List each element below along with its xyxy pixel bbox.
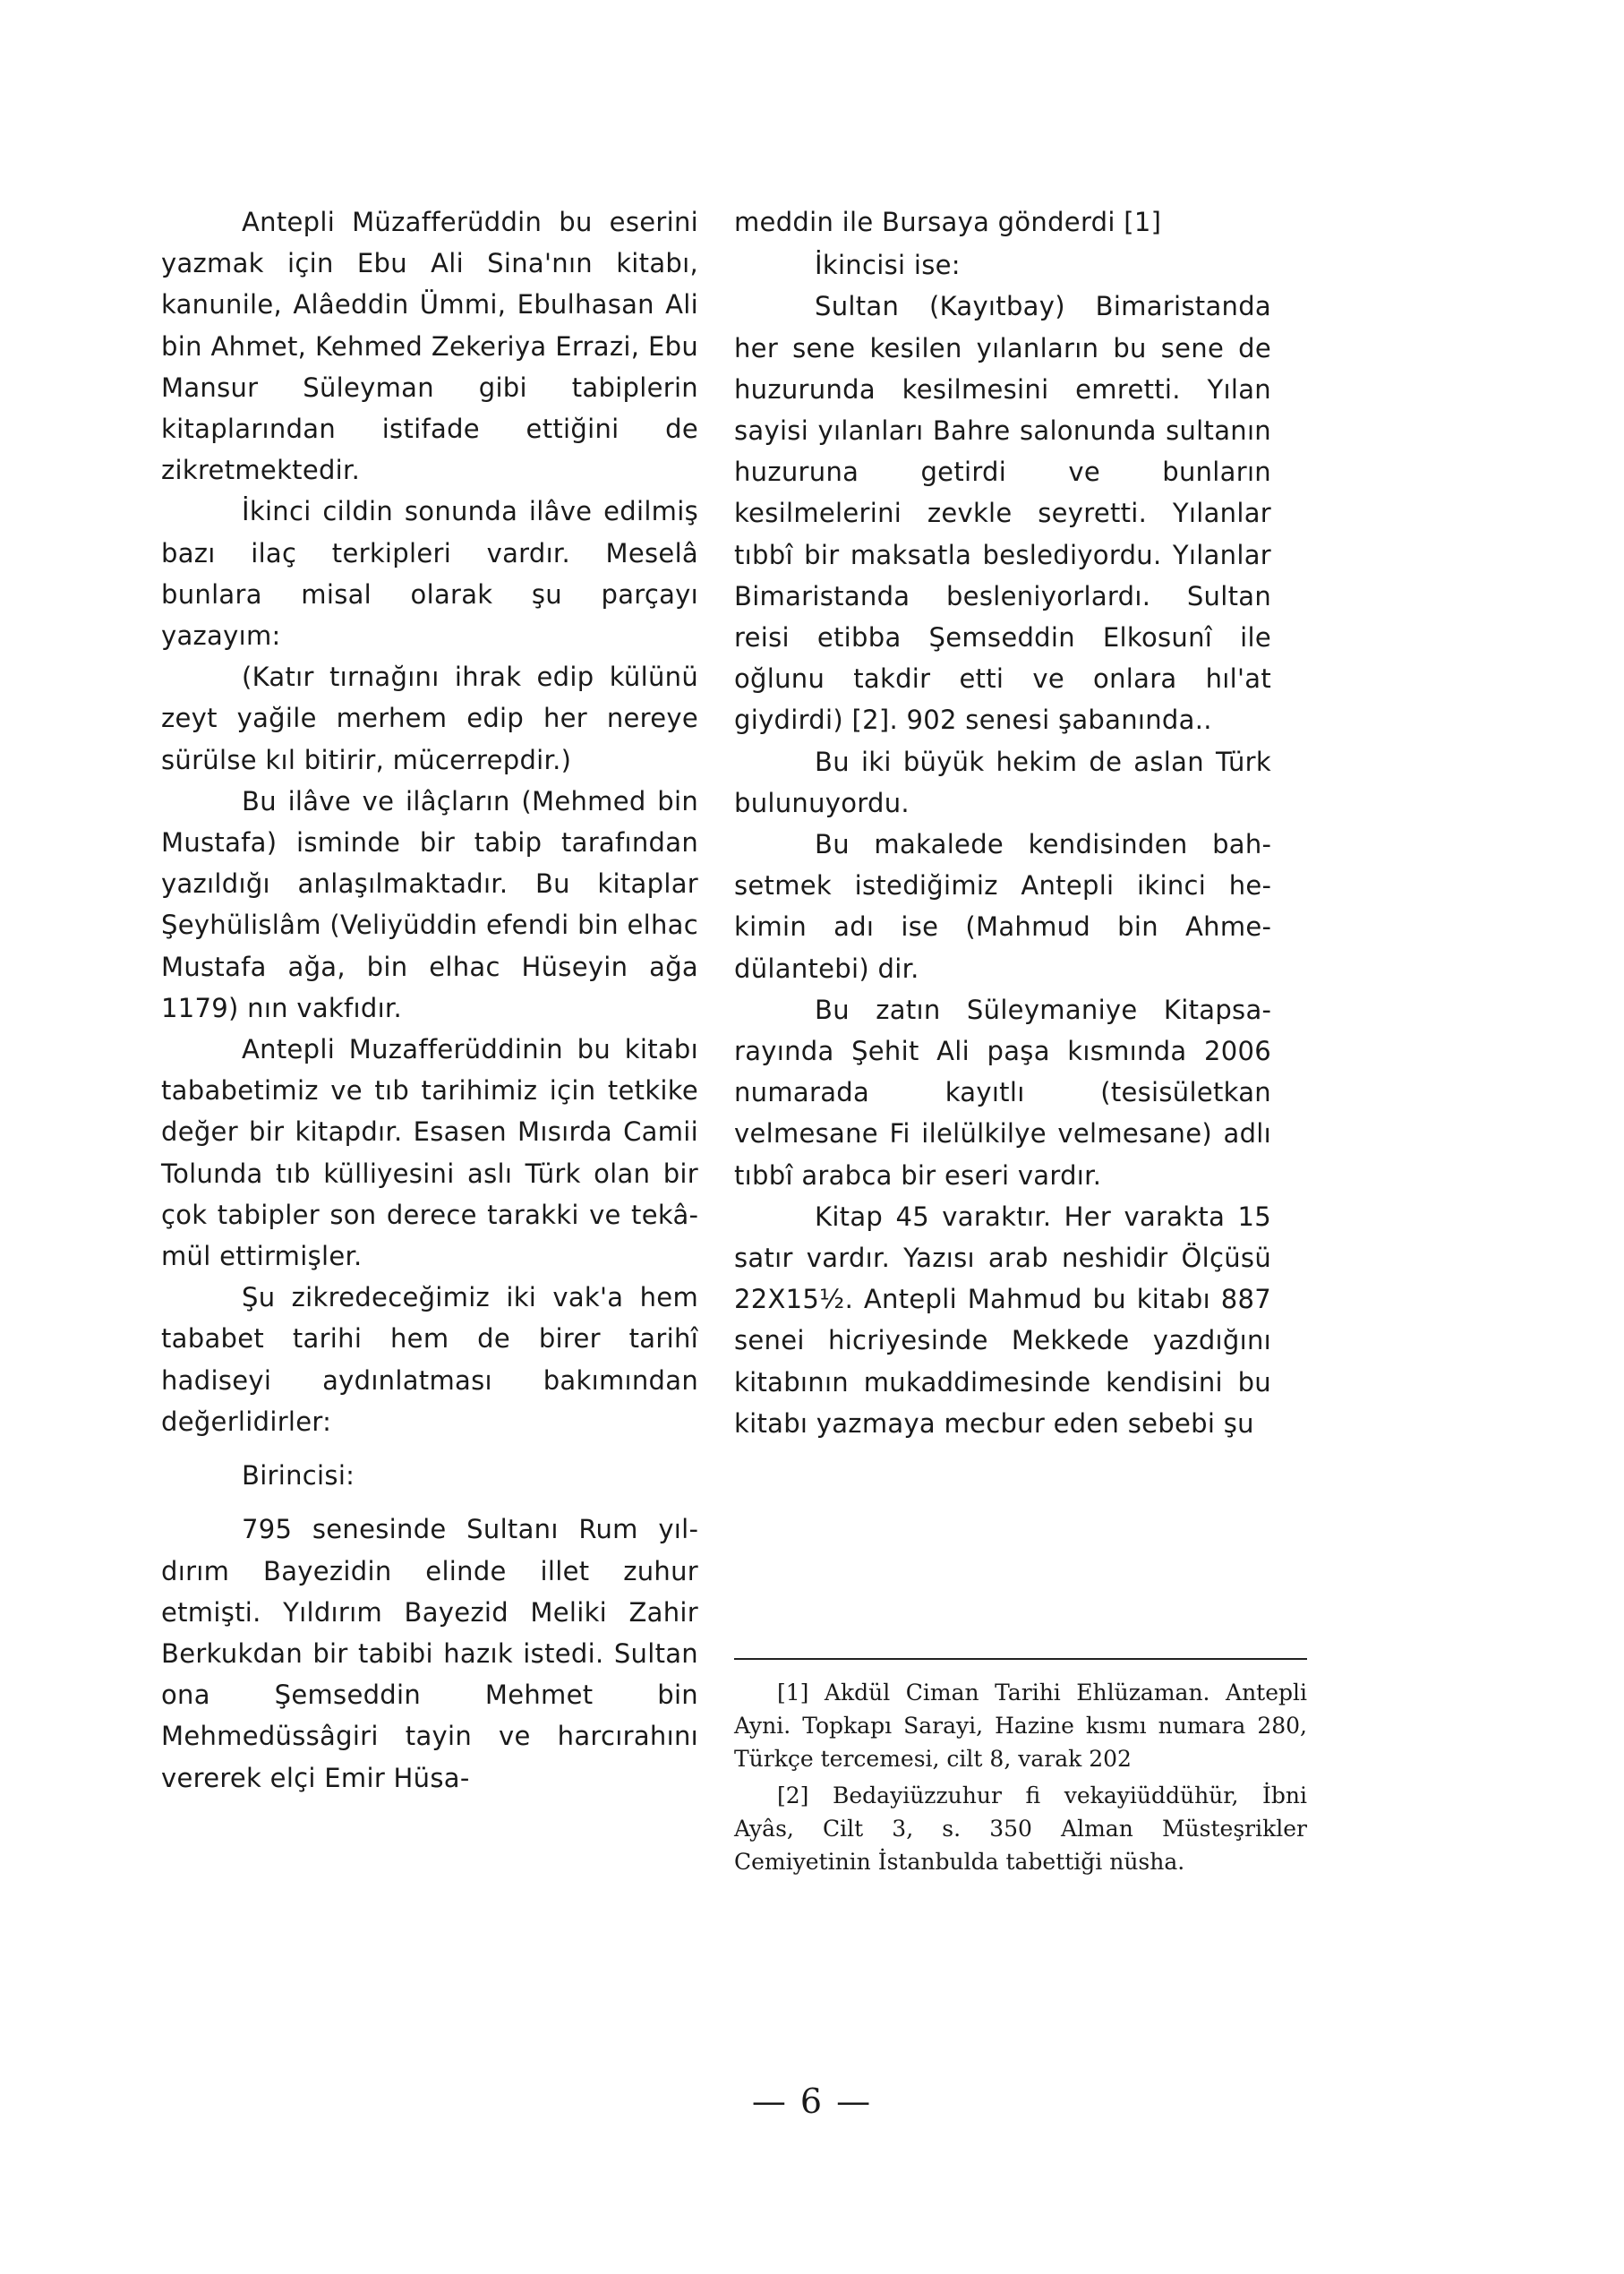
paragraph: Bu zatın Süleymaniye Kitapsarayında Şehit Ali paşa kısmında 2006 numarada kayıtlı (tesisületkan velmesane Fi ilelülkilye velmesane) adlı tıbbî arabca bir eseri vardır. [734, 994, 1271, 1191]
paragraph: İkinci cildin sonunda ilâve edilmiş bazı ilaç terkipleri vardır. Meselâ bunlara misal olarak şu parçayı yazayım: [161, 496, 698, 652]
right-column [734, 201, 1271, 1444]
footnotes [734, 1676, 1307, 1878]
paragraph: Sultan (Kayıtbay) Bimaristanda her sene kesilen yılanların bu sene de huzurunda kesilmesini emretti. Yılan sayisi yılanları Bahre salonunda sultanın huzuruna getirdi ve bunların kesilmelerini zevkle seyretti. Yılanlar tıbbî bir maksatla beslediyordu. Yılanlar Bimaristanda besleniyorlardı. Sultan reisi etibba Şemseddin Elkosunî ile oğlunu takdir etti ve onlara hıl'at giydirdi) [2]. 902 senesi şabanında.. [734, 291, 1271, 736]
paragraph: Şu zikredeceğimiz iki vak'a hem tababet tarihi hem de birer tarihî hadiseyi aydınlatması bakımından değerlidirler: [161, 1282, 698, 1437]
footnote-1: [1] Akdül Ciman Tarihi Ehlüzaman. Antepli Ayni. Topkapı Sarayi, Hazine kısmı numara 280, Türkçe tercemesi, cilt 8, varak 202 [734, 1680, 1307, 1772]
paragraph: Bu iki büyük hekim de aslan Türk bulunuyordu. [734, 746, 1271, 818]
section-heading: İkincisi ise: [815, 250, 961, 281]
section-heading: Birincisi: [242, 1460, 355, 1492]
footnote-2: [2] Bedayiüzzuhur fi vekayiüddühür, İbni Ayâs, Cilt 3, s. 350 Alman Müsteşrikler Cemiyetinin İstanbulda tabettiği nüsha. [734, 1782, 1307, 1875]
paragraph: Bu makalede kendisinden bahsetmek istediğimiz Antepli ikinci hekimin adı ise (Mahmud bin Ahmedülantebi) dir. [734, 829, 1271, 984]
paragraph: Antepli Müzafferüddin bu eserini yazmak için Ebu Ali Sina'nın kitabı, kanunile, Alâeddin Ümmi, Ebulhasan Ali bin Ahmet, Kehmed Zekeriya Errazi, Ebu Mansur Süleyman gibi tabiplerin kitaplarından istifade ettiğini de zikretmektedir. [161, 207, 698, 486]
paragraph-continuation: meddin ile Bursaya gönderdi [1] [734, 207, 1162, 237]
paragraph: 795 senesinde Sultanı Rum yıldırım Bayezidin elinde illet zuhur etmişti. Yıldırım Bayezid Meliki Zahir Berkukdan bir tabibi hazık istedi. Sultan ona Şemseddin Mehmet bin Mehmedüssâgiri tayin ve harcırahını vererek elçi Emir Hüsa- [161, 1514, 698, 1793]
footnote-divider [734, 1658, 1307, 1660]
paragraph: (Katır tırnağını ihrak edip külünü zeyt yağile merhem edip her nereye sürülse kıl bitirir, mücerrepdir.) [161, 662, 698, 775]
paragraph: Antepli Muzafferüddinin bu kitabı tababetimiz ve tıb tarihimiz için tetkike değer bir kitapdır. Esasen Mısırda Camii Tolunda tıb külliyesini aslı Türk olan bir çok tabipler son derece tarakki ve tekâmül ettirmişler. [161, 1034, 698, 1272]
paragraph: Bu ilâve ve ilâçların (Mehmed bin Mustafa) isminde bir tabip tarafından yazıldığı anlaşılmaktadır. Bu kitaplar Şeyhülislâm (Veliyüddin efendi bin elhac Mustafa ağa, bin elhac Hüseyin ağa 1179) nın vakfıdır. [161, 785, 698, 1023]
left-column [161, 201, 698, 1799]
page-number: — 6 — [751, 2082, 873, 2121]
paragraph: Kitap 45 varaktır. Her varakta 15 satır vardır. Yazısı arab neshidir Ölçüsü 22X15½. Antepli Mahmud bu kitabı 887 senei hicriyesinde Mekkede yazdığını kitabının mukaddimesinde kendisini bu kitabı yazmaya mecbur eden sebebi şu [734, 1201, 1271, 1439]
